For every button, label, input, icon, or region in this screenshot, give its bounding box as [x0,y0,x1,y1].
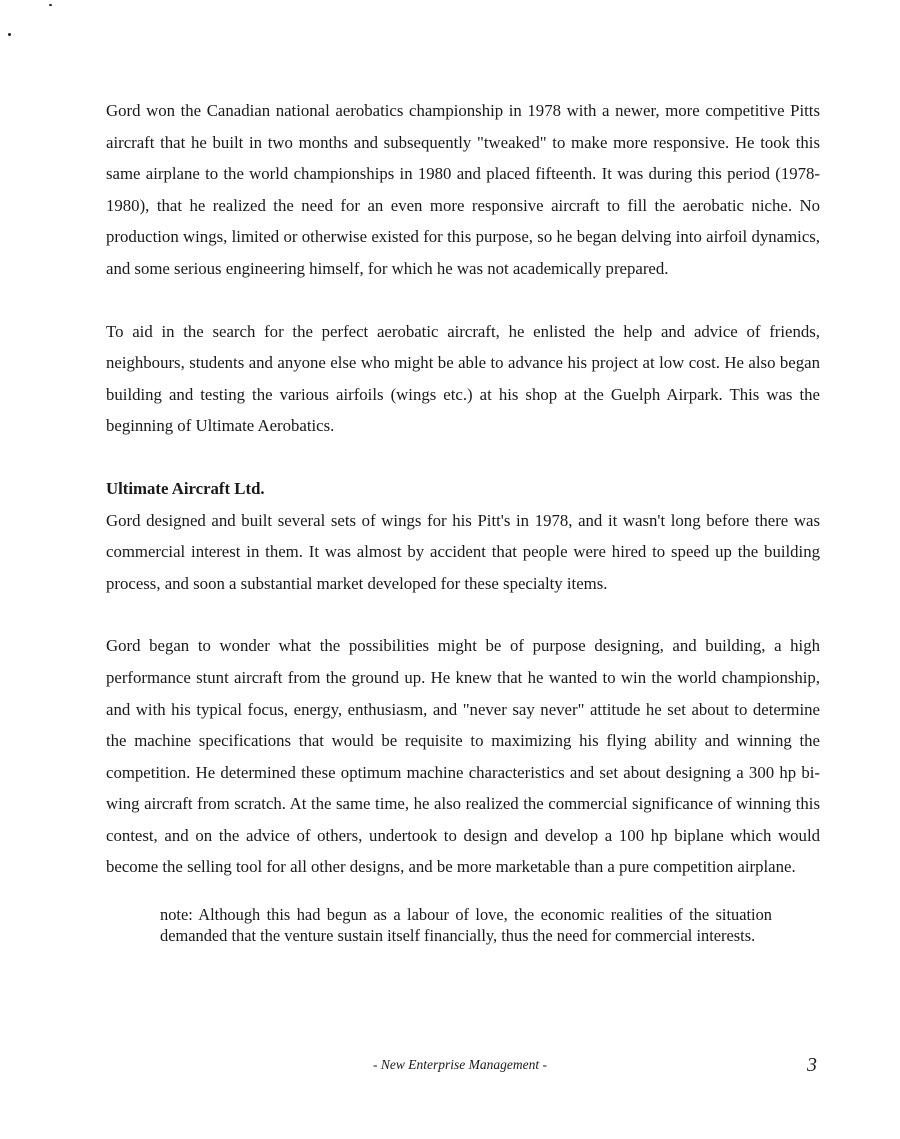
page-body [106,95,820,946]
scan-speck [49,4,52,6]
note: note: Although this had begun as a labour of love, the economic realities of the situation demanded that the venture sustain itself financially, thus the need for commercial interests. [160,905,772,946]
section-heading: Ultimate Aircraft Ltd. [106,478,265,498]
page-number: 3 [807,1054,817,1076]
paragraph: Gord began to wonder what the possibilities might be of purpose designing, and building, a high performance stunt aircraft from the ground up. He knew that he wanted to win the world championship, and with his typical focus, energy, enthusiasm, and "never say never" attitude he set about to determine the machine specifications that would be requisite to maximizing his flying ability and winning the competition. He determined these optimum machine characteristics and set about designing a 300 hp bi-wing aircraft from scratch. At the same time, he also realized the commercial significance of winning this contest, and on the advice of others, undertook to design and develop a 100 hp biplane which would become the selling tool for all other designs, and be more marketable than a pure competition airplane. [106,636,820,877]
footer-title: - New Enterprise Management - [373,1057,547,1072]
paragraph: Gord designed and built several sets of wings for his Pitt's in 1978, and it wasn't long before there was commercial interest in them. It was almost by accident that people were hired to speed up the building process, and soon a substantial market developed for these specialty items. [106,510,820,593]
paragraph: To aid in the search for the perfect aerobatic aircraft, he enlisted the help and advice of friends, neighbours, students and anyone else who might be able to advance his project at low cost. He also began building and testing the various airfoils (wings etc.) at his shop at the Guelph Airpark. This was the beginning of Ultimate Aerobatics. [106,321,820,436]
page-footer [0,1053,900,1077]
paragraph: Gord won the Canadian national aerobatics championship in 1978 with a newer, more competitive Pitts aircraft that he built in two months and subsequently "tweaked" to make more responsive. He took this same airplane to the world championships in 1980 and placed fifteenth. It was during this period (1978-1980), that he realized the need for an even more responsive aircraft to fill the aerobatic niche. No production wings, limited or otherwise existed for this purpose, so he began delving into airfoil dynamics, and some serious engineering himself, for which he was not academically prepared. [106,101,820,278]
scan-speck [8,33,11,36]
